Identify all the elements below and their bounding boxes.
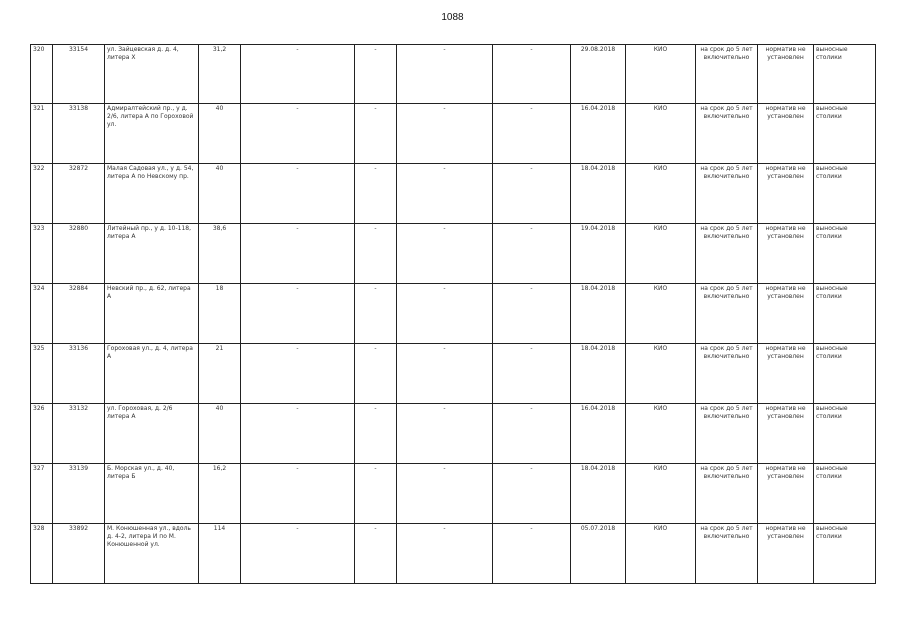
date-cell: 16.04.2018 [571, 104, 626, 164]
empty-field-4-cell: - [493, 464, 571, 524]
area-cell: 18 [199, 284, 241, 344]
table-row [31, 344, 876, 404]
empty-field-2-cell: - [355, 164, 397, 224]
empty-field-3-cell: - [397, 164, 493, 224]
empty-field-4-cell: - [493, 344, 571, 404]
row-index-cell: 322 [31, 164, 53, 224]
organization-cell: КИО [626, 45, 696, 104]
object-type-cell: выносные столики [814, 464, 876, 524]
empty-field-3-cell: - [397, 224, 493, 284]
empty-field-2-cell: - [355, 344, 397, 404]
page-number: 1088 [441, 12, 464, 23]
object-type-cell: выносные столики [814, 104, 876, 164]
norm-cell: норматив не установлен [758, 284, 814, 344]
empty-field-1-cell: - [241, 284, 355, 344]
empty-field-3-cell: - [397, 284, 493, 344]
empty-field-2-cell: - [355, 284, 397, 344]
object-code-cell: 33139 [53, 464, 105, 524]
address-cell: М. Конюшенная ул., вдоль д. 4-2, литера И по М. Конюшенной ул. [105, 524, 199, 584]
row-index-cell: 321 [31, 104, 53, 164]
term-cell: на срок до 5 лет включительно [696, 344, 758, 404]
empty-field-4-cell: - [493, 524, 571, 584]
norm-cell: норматив не установлен [758, 45, 814, 104]
row-index-cell: 323 [31, 224, 53, 284]
norm-cell: норматив не установлен [758, 164, 814, 224]
object-type-cell: выносные столики [814, 524, 876, 584]
empty-field-1-cell: - [241, 164, 355, 224]
term-cell: на срок до 5 лет включительно [696, 404, 758, 464]
empty-field-2-cell: - [355, 524, 397, 584]
table-row [31, 464, 876, 524]
organization-cell: КИО [626, 464, 696, 524]
empty-field-3-cell: - [397, 45, 493, 104]
object-code-cell: 33892 [53, 524, 105, 584]
address-cell: Адмиралтейский пр., у д. 2/6, литера А по Гороховой ул. [105, 104, 199, 164]
organization-cell: КИО [626, 224, 696, 284]
date-cell: 18.04.2018 [571, 344, 626, 404]
address-cell: Малая Садовая ул., у д. 54, литера А по Невскому пр. [105, 164, 199, 224]
area-cell: 40 [199, 164, 241, 224]
empty-field-2-cell: - [355, 104, 397, 164]
date-cell: 19.04.2018 [571, 224, 626, 284]
table-row [31, 524, 876, 584]
area-cell: 40 [199, 104, 241, 164]
empty-field-2-cell: - [355, 464, 397, 524]
table-row [31, 164, 876, 224]
area-cell: 21 [199, 344, 241, 404]
empty-field-1-cell: - [241, 224, 355, 284]
date-cell: 29.08.2018 [571, 45, 626, 104]
row-index-cell: 325 [31, 344, 53, 404]
table-row [31, 224, 876, 284]
object-code-cell: 33132 [53, 404, 105, 464]
object-code-cell: 32884 [53, 284, 105, 344]
empty-field-3-cell: - [397, 524, 493, 584]
date-cell: 05.07.2018 [571, 524, 626, 584]
area-cell: 114 [199, 524, 241, 584]
address-cell: ул. Зайцевская д. д. 4, литера Х [105, 45, 199, 104]
row-index-cell: 324 [31, 284, 53, 344]
term-cell: на срок до 5 лет включительно [696, 464, 758, 524]
empty-field-1-cell: - [241, 45, 355, 104]
norm-cell: норматив не установлен [758, 224, 814, 284]
empty-field-4-cell: - [493, 224, 571, 284]
norm-cell: норматив не установлен [758, 104, 814, 164]
empty-field-3-cell: - [397, 404, 493, 464]
area-cell: 16,2 [199, 464, 241, 524]
empty-field-4-cell: - [493, 404, 571, 464]
empty-field-2-cell: - [355, 404, 397, 464]
table-row [31, 45, 876, 104]
object-type-cell: выносные столики [814, 45, 876, 104]
row-index-cell: 327 [31, 464, 53, 524]
empty-field-1-cell: - [241, 404, 355, 464]
address-cell: Литейный пр., у д. 10-118, литера А [105, 224, 199, 284]
organization-cell: КИО [626, 404, 696, 464]
object-type-cell: выносные столики [814, 164, 876, 224]
object-code-cell: 32880 [53, 224, 105, 284]
empty-field-2-cell: - [355, 45, 397, 104]
row-index-cell: 328 [31, 524, 53, 584]
organization-cell: КИО [626, 524, 696, 584]
row-index-cell: 320 [31, 45, 53, 104]
empty-field-3-cell: - [397, 104, 493, 164]
term-cell: на срок до 5 лет включительно [696, 45, 758, 104]
object-code-cell: 33136 [53, 344, 105, 404]
object-code-cell: 33154 [53, 45, 105, 104]
empty-field-3-cell: - [397, 344, 493, 404]
object-type-cell: выносные столики [814, 284, 876, 344]
area-cell: 40 [199, 404, 241, 464]
norm-cell: норматив не установлен [758, 464, 814, 524]
empty-field-4-cell: - [493, 164, 571, 224]
object-code-cell: 33138 [53, 104, 105, 164]
organization-cell: КИО [626, 344, 696, 404]
empty-field-1-cell: - [241, 524, 355, 584]
empty-field-4-cell: - [493, 45, 571, 104]
date-cell: 18.04.2018 [571, 464, 626, 524]
date-cell: 18.04.2018 [571, 284, 626, 344]
address-cell: Гороховая ул., д. 4, литера А [105, 344, 199, 404]
organization-cell: КИО [626, 284, 696, 344]
object-type-cell: выносные столики [814, 344, 876, 404]
norm-cell: норматив не установлен [758, 344, 814, 404]
address-cell: ул. Гороховая, д. 2/6 литера А [105, 404, 199, 464]
registry-body [31, 45, 876, 584]
organization-cell: КИО [626, 164, 696, 224]
row-index-cell: 326 [31, 404, 53, 464]
norm-cell: норматив не установлен [758, 404, 814, 464]
norm-cell: норматив не установлен [758, 524, 814, 584]
object-type-cell: выносные столики [814, 404, 876, 464]
table-row [31, 104, 876, 164]
empty-field-4-cell: - [493, 284, 571, 344]
empty-field-1-cell: - [241, 104, 355, 164]
term-cell: на срок до 5 лет включительно [696, 284, 758, 344]
term-cell: на срок до 5 лет включительно [696, 104, 758, 164]
object-code-cell: 32872 [53, 164, 105, 224]
term-cell: на срок до 5 лет включительно [696, 524, 758, 584]
object-type-cell: выносные столики [814, 224, 876, 284]
table-row [31, 404, 876, 464]
address-cell: Б. Морская ул., д. 40, литера Б [105, 464, 199, 524]
empty-field-2-cell: - [355, 224, 397, 284]
date-cell: 16.04.2018 [571, 404, 626, 464]
table-row [31, 284, 876, 344]
term-cell: на срок до 5 лет включительно [696, 224, 758, 284]
empty-field-3-cell: - [397, 464, 493, 524]
empty-field-1-cell: - [241, 344, 355, 404]
organization-cell: КИО [626, 104, 696, 164]
area-cell: 31,2 [199, 45, 241, 104]
date-cell: 18.04.2018 [571, 164, 626, 224]
area-cell: 38,6 [199, 224, 241, 284]
empty-field-4-cell: - [493, 104, 571, 164]
address-cell: Невский пр., д. 62, литера А [105, 284, 199, 344]
term-cell: на срок до 5 лет включительно [696, 164, 758, 224]
empty-field-1-cell: - [241, 464, 355, 524]
registry-table [30, 44, 876, 584]
